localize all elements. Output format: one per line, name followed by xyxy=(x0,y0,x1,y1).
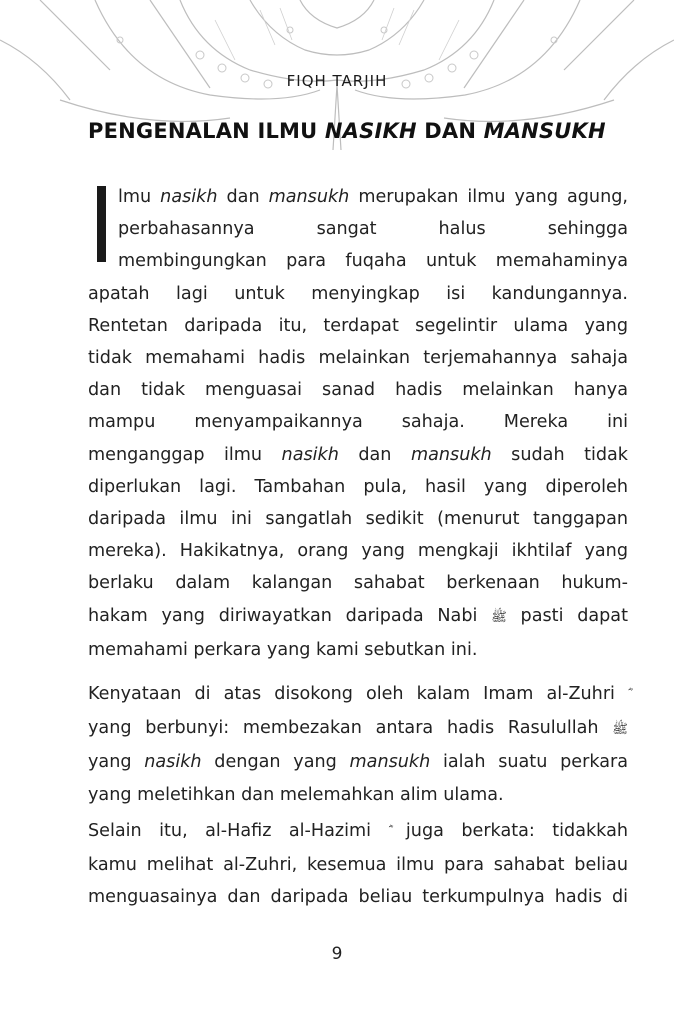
salawat-symbol: ﷺ xyxy=(612,722,628,738)
heading-term-nasikh: NASIKH xyxy=(324,119,417,143)
text-line: diperlukan lagi. Tambahan pula, hasil yang diperoleh xyxy=(88,476,628,497)
heading-term-mansukh: MANSUKH xyxy=(483,119,606,143)
text-line: kamu melihat al-Zuhri, kesemua ilmu para sahabat beliau xyxy=(88,855,628,876)
text-line: mereka). Hakikatnya, orang yang mengkaji ikhtilaf yang xyxy=(88,541,628,562)
text-line: membingungkan para fuqaha untuk memahaminya xyxy=(118,251,628,272)
paragraph-1 xyxy=(88,181,628,666)
salawat-symbol: ﷺ xyxy=(491,609,507,625)
text-line: yang meletihkan dan melemahkan alim ulama. xyxy=(88,784,504,805)
text-line: memahami perkara yang kami sebutkan ini. xyxy=(88,639,478,660)
text-line: perbahasannya sangat halus sehingga xyxy=(118,219,628,240)
page-number: 9 xyxy=(331,944,343,964)
paragraph-3 xyxy=(88,815,628,914)
heading-text: PENGENALAN ILMU xyxy=(88,119,325,143)
section-heading xyxy=(88,119,648,143)
text-line: tidak memahami hadis melainkan terjemahannya sahaja xyxy=(88,348,628,369)
text-line: menguasainya dan daripada beliau terkumpulnya hadis di xyxy=(88,887,628,908)
text-line: Selain itu, al-Hafiz al-Hazimi juga berkata: tidakkah xyxy=(88,821,628,841)
heading-text: DAN xyxy=(416,119,484,143)
text-line: menganggap ilmu nasikh dan mansukh sudah tidak xyxy=(88,444,629,465)
text-line: yang nasikh dengan yang mansukh ialah suatu perkara xyxy=(88,752,628,773)
text-line: daripada ilmu ini sangatlah sedikit (menurut tanggapan xyxy=(88,509,628,530)
text-line: hakam yang diriwayatkan daripada Nabi ﷺ pasti dapat xyxy=(88,605,628,626)
text-line: apatah lagi untuk menyingkap isi kandungannya. xyxy=(88,283,628,304)
text-line: lmu nasikh dan mansukh merupakan ilmu yang agung, xyxy=(118,187,628,207)
paragraph-2 xyxy=(88,678,628,811)
text-line: yang berbunyi: membezakan antara hadis Rasulullah ﷺ xyxy=(88,718,628,739)
text-line: Rentetan daripada itu, terdapat segelintir ulama yang xyxy=(88,315,628,336)
text-line: Kenyataan di atas disokong oleh kalam Imam al-Zuhri xyxy=(88,684,628,704)
text-line: berlaku dalam kalangan sahabat berkenaan hukum- xyxy=(88,573,628,594)
text-line: dan tidak menguasai sanad hadis melainkan hanya xyxy=(88,380,628,401)
running-header: FIQH TARJIH xyxy=(286,72,388,90)
text-line: mampu menyampaikannya sahaja. Mereka ini xyxy=(88,412,628,433)
